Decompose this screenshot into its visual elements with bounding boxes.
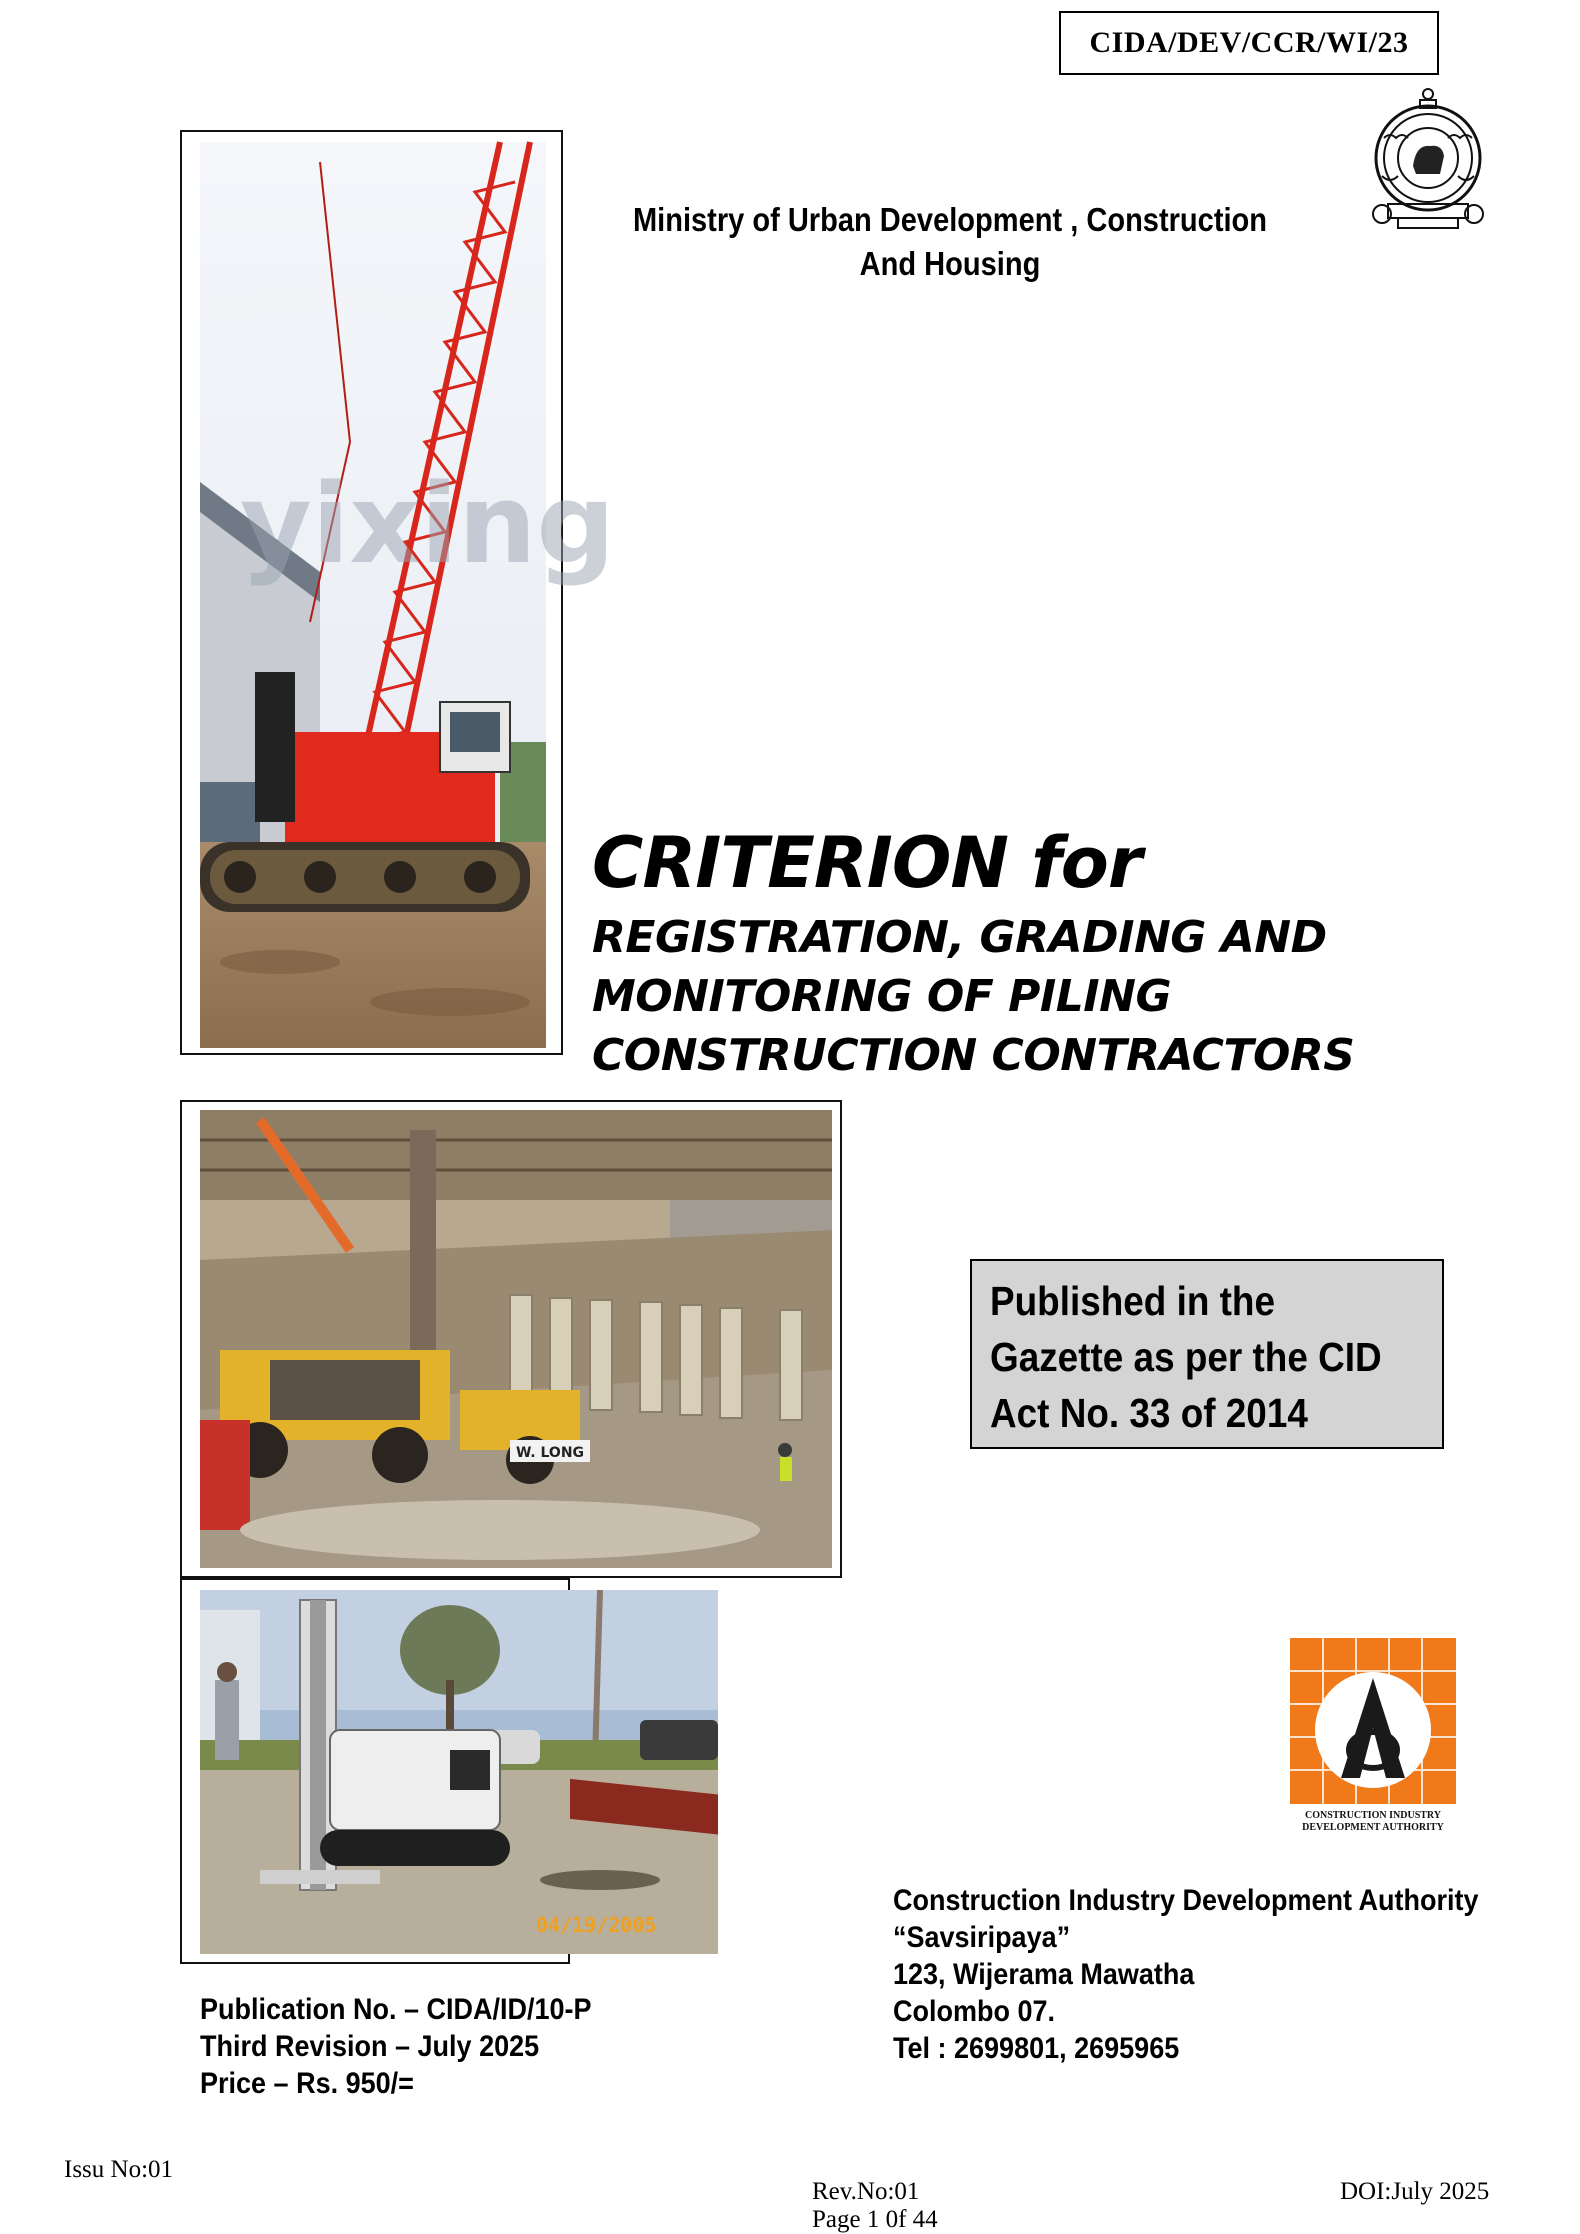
authority-building: “Savsiripaya” xyxy=(893,1921,1071,1954)
national-emblem-icon xyxy=(1368,86,1488,232)
ministry-line-1: Ministry of Urban Development , Construction xyxy=(632,201,1268,238)
gazette-line-1: Published in the xyxy=(990,1278,1275,1324)
crawler-crane-photo xyxy=(200,142,616,1048)
document-reference: CIDA/DEV/CCR/WI/23 xyxy=(1059,11,1439,75)
document-title: CRITERION for xyxy=(592,822,1142,904)
footer-date-of-issue: DOI:July 2025 xyxy=(1340,2178,1490,2205)
cida-logo-text-2: DEVELOPMENT AUTHORITY xyxy=(1302,1822,1444,1833)
authority-city: Colombo 07. xyxy=(893,1995,1056,2028)
subtitle-line-3: CONSTRUCTION CONTRACTORS xyxy=(592,1030,1355,1081)
footer-page-number: Page 1 0f 44 xyxy=(812,2206,938,2233)
authority-street: 123, Wijerama Mawatha xyxy=(893,1958,1195,1991)
authority-telephone: Tel : 2699801, 2695965 xyxy=(893,2032,1180,2065)
truck-label: W. LONG xyxy=(516,1445,585,1461)
publication-number: Publication No. – CIDA/ID/10-P xyxy=(200,1993,592,2026)
cida-logo xyxy=(1290,1638,1456,1834)
footer-issue-number: Issu No:01 xyxy=(64,2156,174,2183)
publication-info xyxy=(200,1991,635,2102)
gazette-line-2: Gazette as per the CID xyxy=(990,1334,1382,1380)
subtitle-line-1: REGISTRATION, GRADING AND xyxy=(592,912,1327,963)
gazette-notice-box xyxy=(970,1259,1444,1449)
cida-logo-text-1: CONSTRUCTION INDUSTRY xyxy=(1304,1810,1442,1821)
drilling-rig-photo xyxy=(200,1590,718,1954)
footer-revision-number: Rev.No:01 xyxy=(812,2178,920,2205)
gazette-line-3: Act No. 33 of 2014 xyxy=(990,1390,1308,1436)
piling-site-photo xyxy=(200,1110,832,1568)
ministry-heading xyxy=(607,198,1293,286)
photo-date-stamp: 04/19/2005 xyxy=(536,1913,657,1937)
svg-text:yixing: yixing xyxy=(240,460,616,588)
publication-price: Price – Rs. 950/= xyxy=(200,2067,414,2100)
ministry-line-2: And Housing xyxy=(859,245,1041,282)
document-subtitle xyxy=(592,908,1354,1085)
authority-address xyxy=(893,1882,1544,2067)
publication-revision: Third Revision – July 2025 xyxy=(200,2030,540,2063)
subtitle-line-2: MONITORING OF PILING xyxy=(592,971,1172,1022)
authority-name: Construction Industry Development Authority xyxy=(893,1884,1479,1917)
